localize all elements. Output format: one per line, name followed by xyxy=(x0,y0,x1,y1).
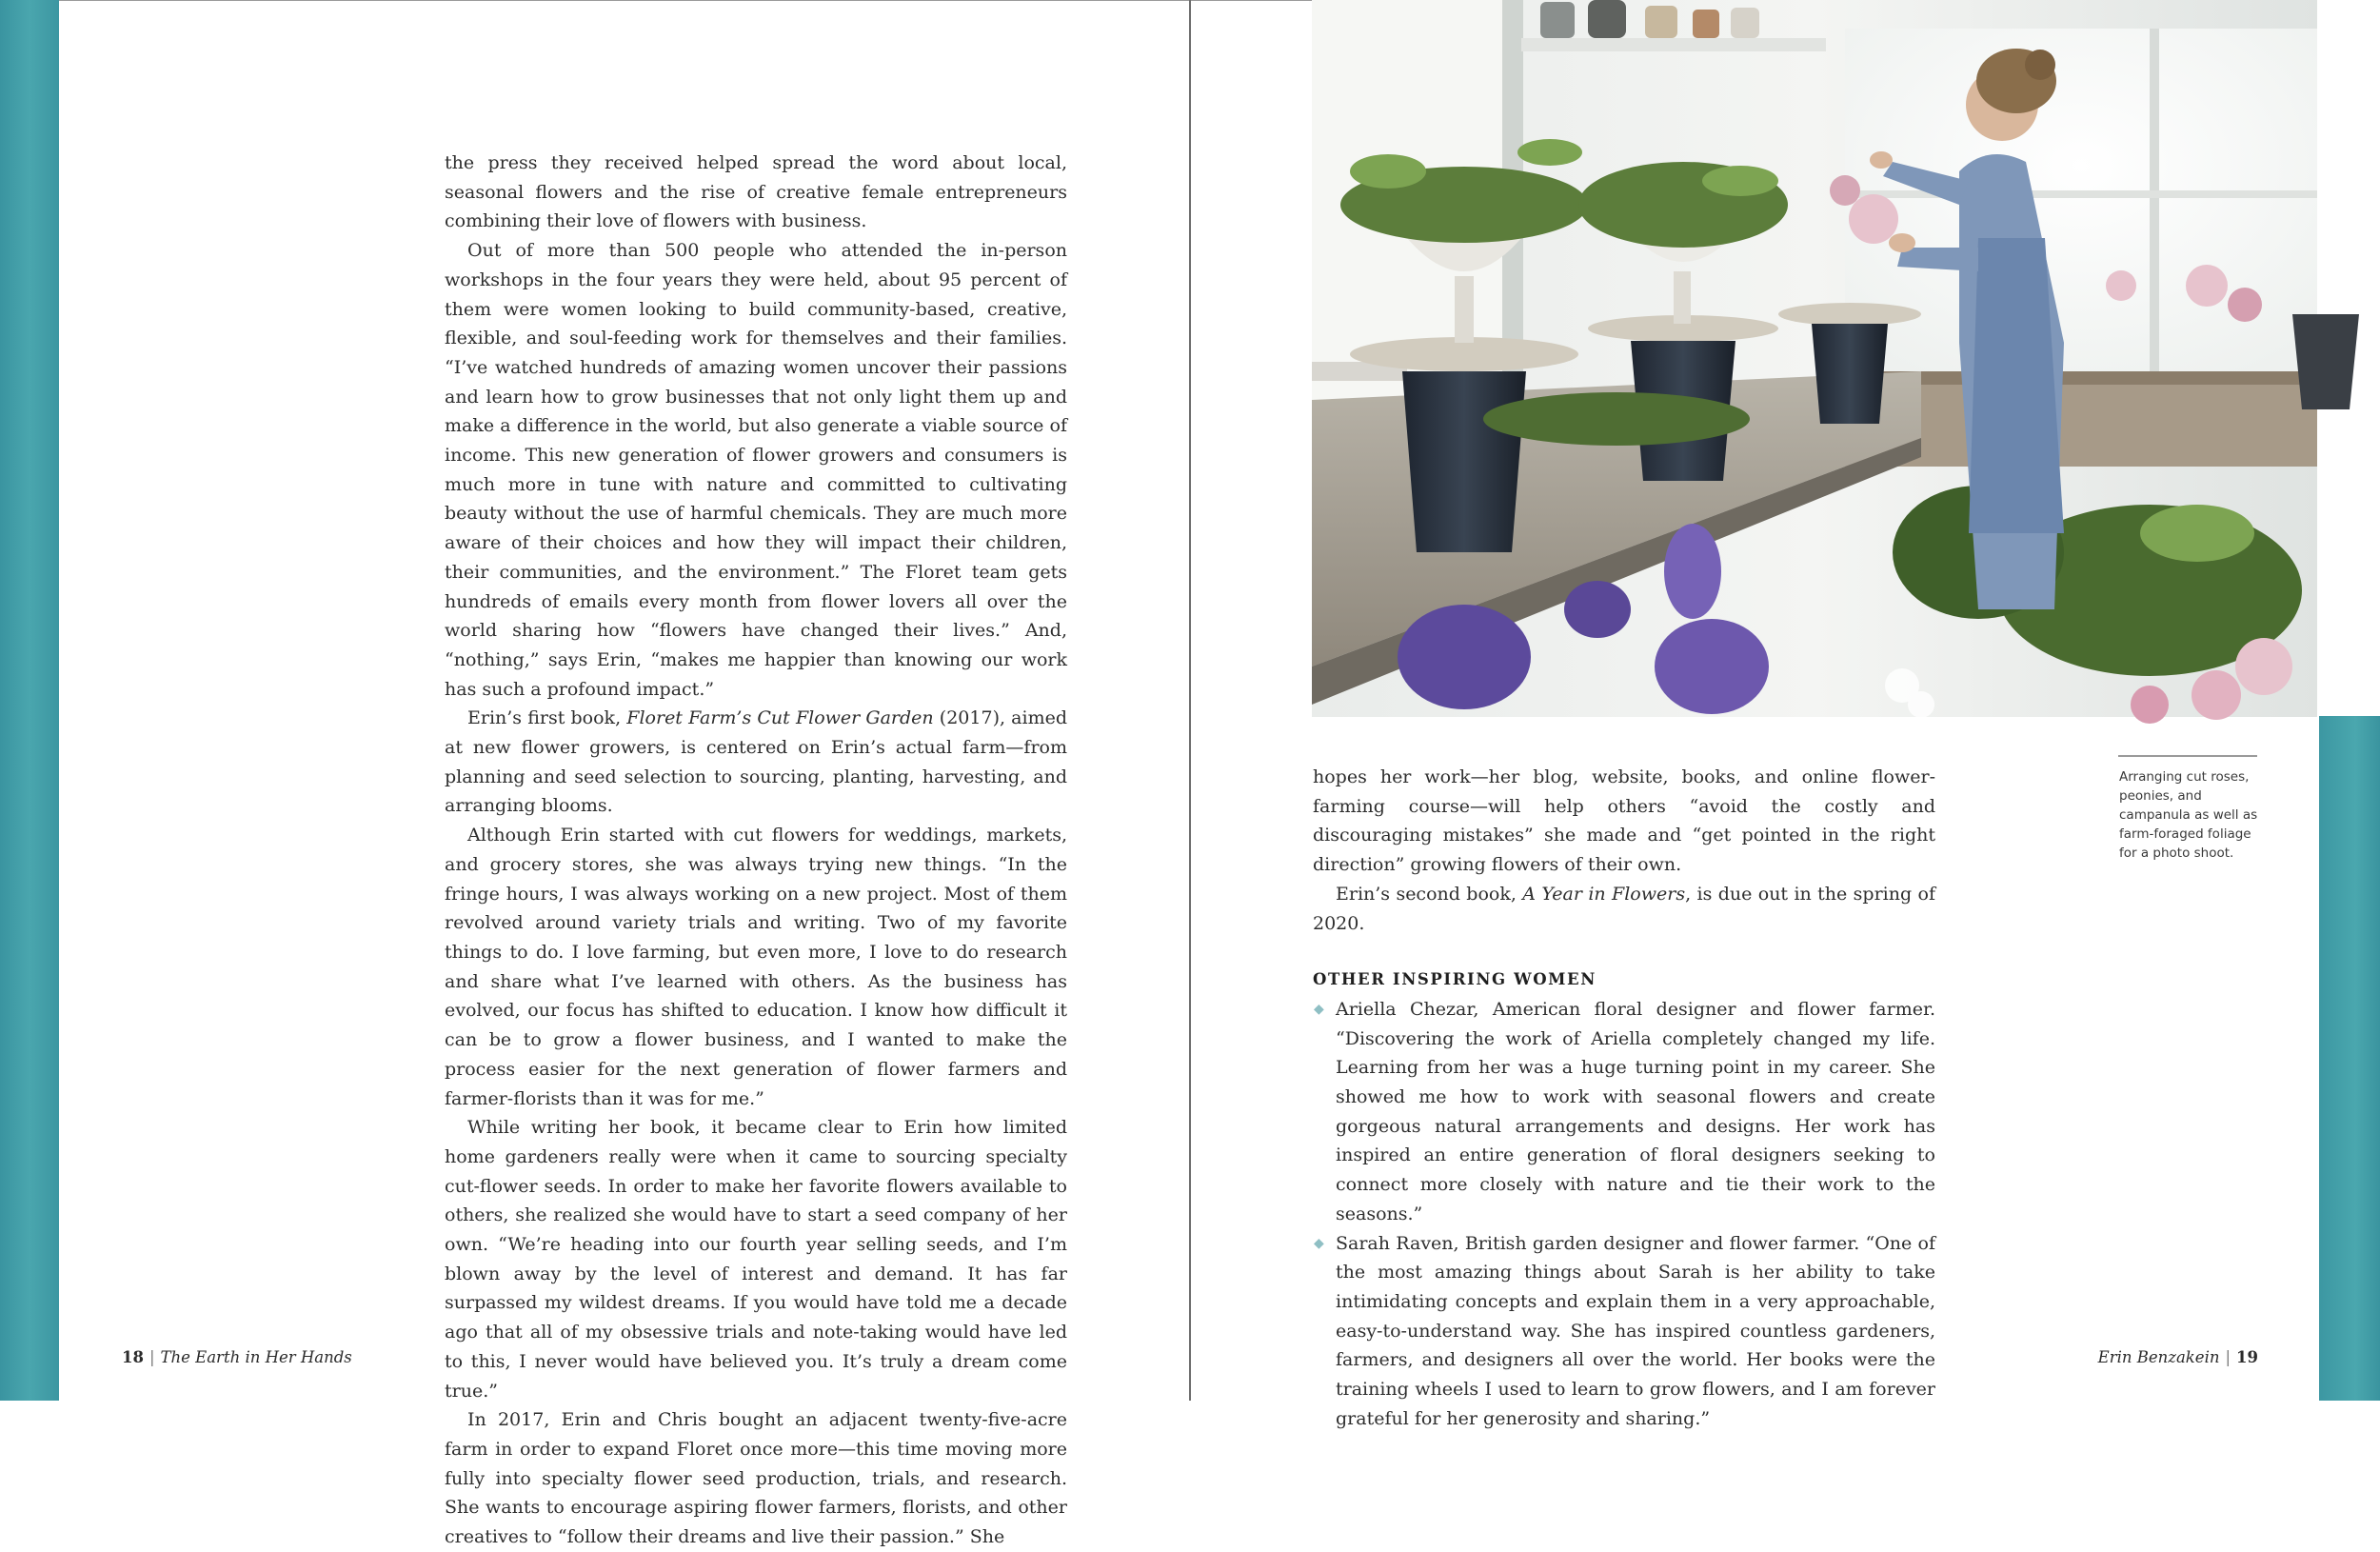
caption-rule xyxy=(2118,755,2257,757)
paragraph-text: , is due out in the spring of 2020. xyxy=(1313,883,1935,934)
paragraph-text: hopes her work—her blog, website, books, and online flower-farming course—will help others “avoid the costly and discouraging mistakes” she made and “get pointed in the right direction” growing flowers of their own. xyxy=(1313,766,1935,876)
page-number-right: 19 xyxy=(2236,1348,2258,1366)
paragraph-text: While writing her book, it became clear to Erin how limited home gardeners really were when it came to sourcing specialty cut-flower seeds. In order to make her favorite flowers available to others, she realized she would have to start a seed company of her own. “We’re heading into our fourth year selling seeds, and I’m blown away by the level of interest and demand. It has far surpassed my wildest dreams. If you would have told me a decade ago that all of my obsessive trials and note-taking would have led to this, I never would have believed you. It’s truly a dream come true.” xyxy=(445,1117,1067,1402)
paragraph-text: Erin’s first book, xyxy=(467,707,627,729)
top-border xyxy=(59,0,1190,1)
book-title-italic: A Year in Flowers xyxy=(1522,883,1686,905)
right-page-folio xyxy=(2098,1348,2258,1366)
right-page-body xyxy=(1313,763,1935,1433)
list-item xyxy=(1313,1229,1935,1434)
right-page-paragraphs xyxy=(1313,763,1935,938)
book-title-italic: Floret Farm’s Cut Flower Garden xyxy=(626,707,934,729)
section-heading: OTHER INSPIRING WOMEN xyxy=(1313,970,1597,989)
left-page-body xyxy=(445,149,1067,1552)
teal-page-edge-left xyxy=(0,0,59,1401)
diamond-bullet-icon: ◆ xyxy=(1314,1235,1324,1251)
body-paragraph xyxy=(1313,763,1935,880)
paragraph-text: (2017), aimed at new flower growers, is centered on Erin’s actual farm—from planning and seed selection to sourcing, planting, harvesting, and arranging blooms. xyxy=(445,707,1068,817)
paragraph-text: In 2017, Erin and Chris bought an adjacent twenty-five-acre farm in order to expand Floret once more—this time moving more fully into specialty flower seed production, trials, and research. She wants to encourage aspiring flower farmers, florists, and other creatives to “follow their dreams and live their passion.” She xyxy=(445,1409,1067,1548)
list-item xyxy=(1313,995,1935,1229)
teal-page-edge-right xyxy=(2319,716,2380,1401)
flower-arranging-photo xyxy=(1312,0,2317,717)
diamond-bullet-icon: ◆ xyxy=(1314,1001,1324,1017)
list-item-text: Ariella Chezar, American floral designer and flower farmer. “Discovering the work of Ariella completely changed my life. Learning from her was a huge turning point in my career. She showed me how to work with seasonal flowers and create gorgeous natural arrangements and designs. Her work has inspired an entire generation of floral designers seeking to connect more closely with nature and tie their work to the seasons.” xyxy=(1336,998,1935,1224)
body-paragraph xyxy=(1313,880,1935,938)
paragraph-text: Erin’s second book, xyxy=(1336,883,1523,905)
paragraph-text: the press they received helped spread the word about local, seasonal flowers and the rise of creative female entrepreneurs combining their love of flowers with business. xyxy=(445,152,1067,232)
inspiring-women-list xyxy=(1313,995,1935,1434)
book-spine-divider xyxy=(1189,0,1191,1401)
photo-caption: Arranging cut roses, peonies, and campanula as well as farm-foraged foliage for a photo shoot. xyxy=(2119,769,2258,861)
body-paragraph xyxy=(445,821,1067,1113)
running-head-book-title: The Earth in Her Hands xyxy=(160,1348,352,1366)
left-page-folio xyxy=(122,1348,352,1366)
list-item-text: Sarah Raven, British garden designer and flower farmer. “One of the most amazing things about Sarah is her ability to take intimidating concepts and explain them in a very approachable, easy-to-understand way. She has inspired countless gardeners, farmers, and designers all over the world. Her books were the training wheels I used to learn to grow flowers, and I am forever grateful for her generosity and sharing.” xyxy=(1336,1232,1935,1429)
folio-separator: | xyxy=(2225,1348,2231,1366)
body-paragraph xyxy=(445,1405,1067,1552)
body-paragraph xyxy=(445,1113,1067,1405)
top-border-right xyxy=(1191,0,1312,1)
body-paragraph xyxy=(445,149,1067,236)
paragraph-text: Out of more than 500 people who attended the in-person workshops in the four years they were held, about 95 percent of them were women looking to build community-based, creative, flexible, and soul-feeding work for themselves and their families. “I’ve watched hundreds of amazing women uncover their passions and learn how to grow businesses that not only light them up and make a difference in the world, but also generate a viable source of income. This new generation of flower growers and consumers is much more in tune with nature and committed to cultivating beauty without the use of harmful chemicals. They are much more aware of their choices and how they will impact their children, their communities, and the environment.” The Floret team gets hundreds of emails every month from flower lovers all over the world sharing how “flowers have changed their lives.” And, “nothing,” says Erin, “makes me happier than knowing our work has such a profound impact.” xyxy=(445,240,1067,700)
body-paragraph xyxy=(445,236,1067,704)
page-number-left: 18 xyxy=(122,1348,144,1366)
running-head-author: Erin Benzakein xyxy=(2097,1348,2220,1366)
body-paragraph xyxy=(445,704,1067,821)
paragraph-text: Although Erin started with cut flowers for weddings, markets, and grocery stores, she was always trying new things. “In the fringe hours, I was always working on a new project. Most of them revolved around variety trials and writing. Two of my favorite things to do. I love farming, but even more, I love to do research and share what I’ve learned with others. As the business has evolved, our focus has shifted to education. I know how difficult it can be to grow a flower business, and I wanted to make the process easier for the next generation of flower farmers and farmer-florists than it was for me.” xyxy=(445,825,1067,1109)
folio-separator: | xyxy=(149,1348,155,1366)
